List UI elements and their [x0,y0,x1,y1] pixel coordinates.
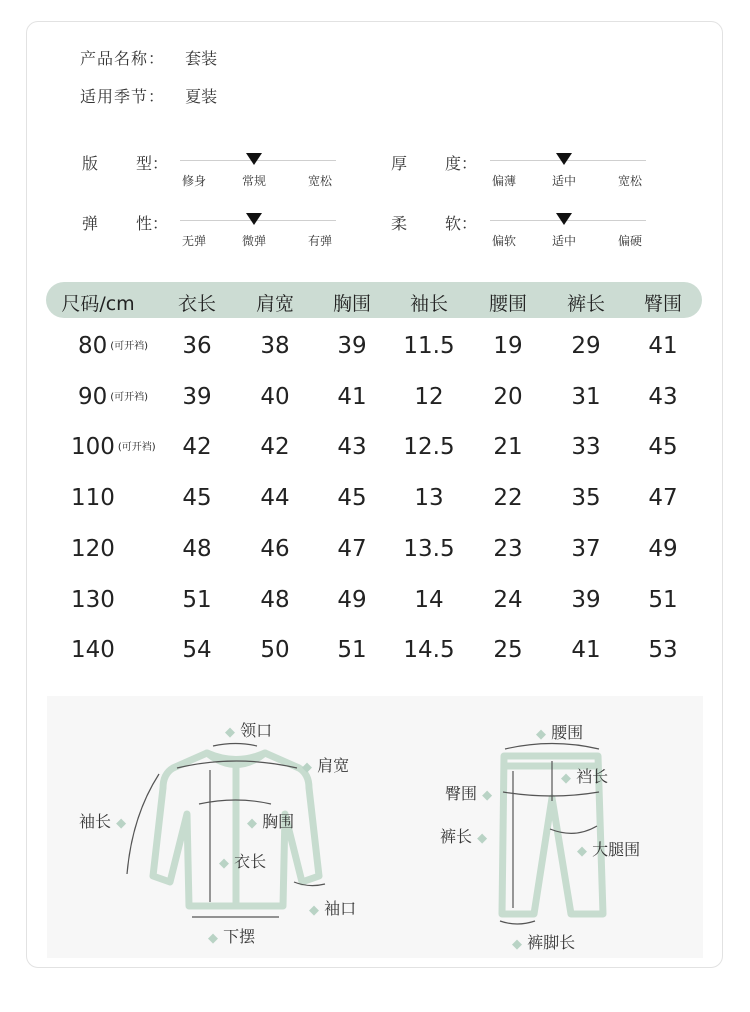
table-row [0,587,750,627]
label-cuff: ◆ 袖口 [309,899,357,918]
cell-length: 42 [182,434,212,461]
size-table-header-cells [0,282,750,318]
header-length: 衣长 [177,293,217,315]
size-cell: 140 [71,637,115,664]
size-cell: 100 (可开裆) [71,434,156,461]
header-size: 尺码/cm [61,293,135,315]
label-pant-length: 裤长 ◆ [440,827,488,846]
label-rise: ◆ 裆长 [561,767,609,786]
cell-length: 54 [182,637,212,664]
cell-hip: 47 [648,485,678,512]
product-name-value: 套装 [185,49,218,68]
cell-sleeve: 13.5 [403,535,455,562]
cell-shoulder: 50 [260,637,290,664]
label-leg-opening: ◆ 裤脚长 [512,933,576,952]
table-row [0,434,750,474]
attr-fit-scale: 修身 常规 宽松 [180,152,336,192]
attr-thickness-label: 厚 度： [391,154,478,173]
cell-waist: 21 [493,434,523,461]
cell-hip: 49 [648,535,678,562]
table-row [0,637,750,677]
attr-softness-label: 柔 软： [391,214,478,233]
size-note: (可开裆) [117,442,156,454]
season-row [80,84,217,107]
cell-chest: 51 [337,637,367,664]
cell-length: 48 [182,535,212,562]
cell-pant-length: 41 [571,637,601,664]
label-waist: ◆ 腰围 [536,723,584,742]
cell-hip: 45 [648,434,678,461]
header-hip: 臀围 [643,293,683,315]
cell-hip: 53 [648,637,678,664]
attr-softness-scale: 偏软 适中 偏硬 [490,212,646,252]
cell-waist: 23 [493,535,523,562]
cell-chest: 45 [337,485,367,512]
cell-sleeve: 14 [414,586,444,613]
cell-length: 45 [182,485,212,512]
cell-pant-length: 39 [571,586,601,613]
cell-chest: 49 [337,586,367,613]
cell-shoulder: 46 [260,535,290,562]
size-cell: 80 (可开裆) [78,333,149,359]
cell-chest: 41 [337,383,367,410]
size-cell: 90 (可开裆) [78,383,149,410]
product-name-row [80,46,217,69]
season-value: 夏装 [185,87,218,106]
cell-pant-length: 33 [571,434,601,461]
garment-illustration [47,696,703,958]
cell-waist: 20 [493,383,523,410]
table-row [0,333,750,373]
label-shoulder: ◆ 肩宽 [302,756,350,775]
cell-chest: 39 [337,333,367,359]
attr-elasticity-scale: 无弹 微弹 有弹 [180,212,336,252]
attr-thickness-scale: 偏薄 适中 宽松 [490,152,646,192]
selected-marker-icon [246,153,262,165]
cell-chest: 43 [337,434,367,461]
size-note: (可开裆) [110,391,149,403]
size-note: (可开裆) [110,341,149,352]
label-thigh: ◆ 大腿围 [577,840,641,859]
header-pant-length: 裤长 [566,293,606,315]
cell-pant-length: 31 [571,383,601,410]
size-cell: 120 [71,535,115,562]
label-length: ◆ 衣长 [219,852,267,871]
attr-fit-label: 版 型： [82,154,169,173]
table-row [0,384,750,424]
header-sleeve: 袖长 [409,293,449,315]
cell-sleeve: 12.5 [403,434,455,461]
cell-sleeve: 11.5 [403,333,455,359]
cell-waist: 19 [493,333,523,359]
label-chest: ◆ 胸围 [247,812,295,831]
selected-marker-icon [556,213,572,225]
label-hem: ◆ 下摆 [208,927,256,946]
table-row [0,485,750,525]
header-chest: 胸围 [332,293,372,315]
season-label: 适用季节： [80,87,166,106]
label-hip: 臀围 ◆ [445,784,493,803]
header-shoulder: 肩宽 [255,293,295,315]
cell-pant-length: 37 [571,535,601,562]
cell-waist: 22 [493,485,523,512]
cell-shoulder: 48 [260,586,290,613]
cell-hip: 41 [648,333,678,359]
cell-sleeve: 12 [414,383,444,410]
cell-shoulder: 38 [260,333,290,359]
cell-length: 36 [182,333,212,359]
cell-shoulder: 40 [260,383,290,410]
selected-marker-icon [556,153,572,165]
selected-marker-icon [246,213,262,225]
cell-waist: 24 [493,586,523,613]
header-waist: 腰围 [488,293,528,315]
cell-waist: 25 [493,637,523,664]
cell-sleeve: 14.5 [403,637,455,664]
size-cell: 130 [71,586,115,613]
label-sleeve: 袖长 ◆ [79,812,127,831]
cell-hip: 51 [648,586,678,613]
cell-pant-length: 35 [571,485,601,512]
cell-sleeve: 13 [414,485,444,512]
cell-shoulder: 42 [260,434,290,461]
cell-length: 51 [182,586,212,613]
size-cell: 110 [71,485,115,512]
cell-hip: 43 [648,383,678,410]
cell-shoulder: 44 [260,485,290,512]
attr-elasticity-label: 弹 性： [82,214,169,233]
cell-pant-length: 29 [571,333,601,359]
measurement-diagram [47,696,703,958]
product-name-label: 产品名称： [80,49,166,68]
cell-chest: 47 [337,535,367,562]
label-collar: ◆ 领口 [225,721,273,740]
cell-length: 39 [182,383,212,410]
table-row [0,536,750,576]
